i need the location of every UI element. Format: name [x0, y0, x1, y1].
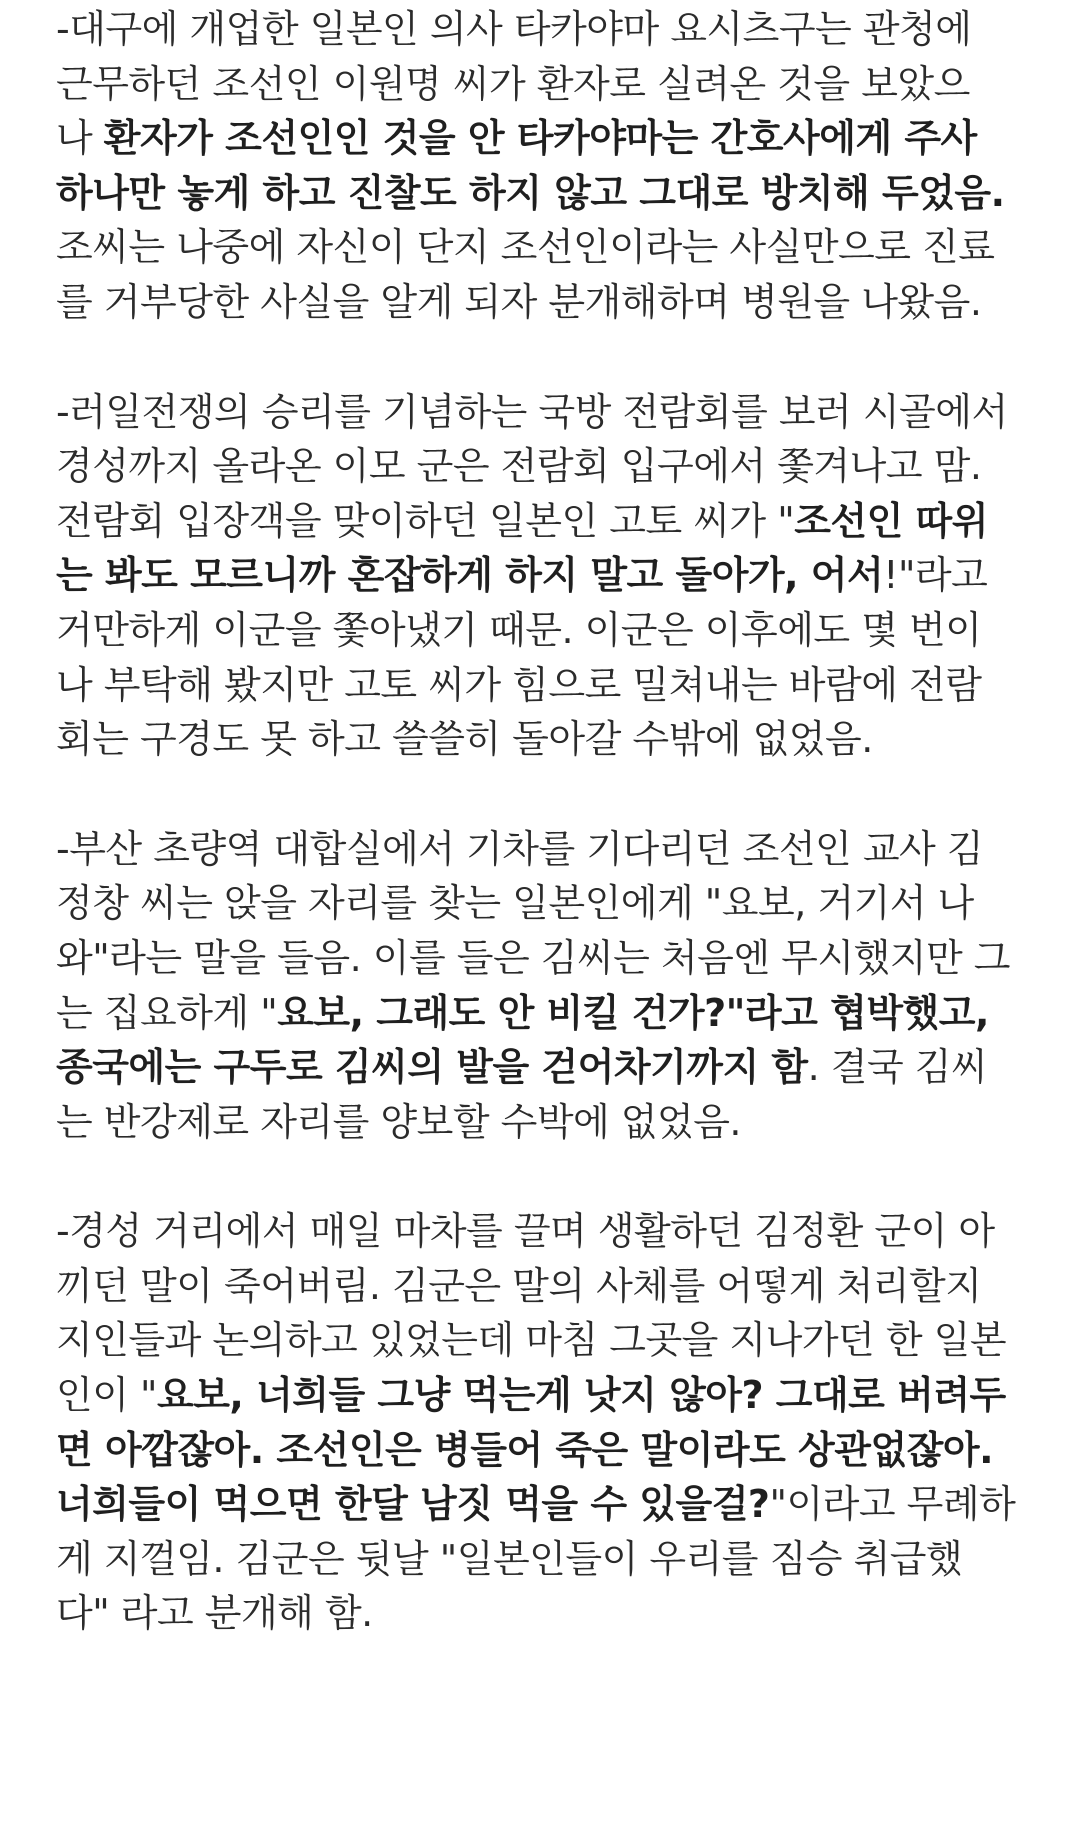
- text-run: -러일전쟁의 승리를 기념하는 국방 전람회를 보러 시골에서: [56, 389, 1008, 434]
- text-line: [56, 1532, 1056, 1587]
- text-line: [56, 876, 1056, 931]
- paragraph-3: [56, 822, 1056, 1150]
- text-run: 전람회 입장객을 맞이하던 일본인 고토 씨가 ": [56, 498, 795, 543]
- text-run: 인이 ": [56, 1373, 157, 1418]
- text-run: 는 반강제로 자리를 양보할 수박에 없었음.: [56, 1099, 742, 1144]
- text-line: [56, 822, 1056, 877]
- text-line: [56, 931, 1056, 986]
- text-run: 지인들과 논의하고 있었는데 마침 그곳을 지나가던 한 일본: [56, 1318, 1007, 1363]
- text-line: [56, 1040, 1056, 1095]
- text-run: -부산 초량역 대합실에서 기차를 기다리던 조선인 교사 김: [56, 826, 984, 871]
- paragraph-4: [56, 1204, 1056, 1641]
- text-run: 거만하게 이군을 쫓아냈기 때문. 이군은 이후에도 몇 번이: [56, 607, 982, 652]
- text-line: [56, 658, 1056, 713]
- text-line: [56, 603, 1056, 658]
- text-run: 와"라는 말을 들음. 이를 들은 김씨는 처음엔 무시했지만 그: [56, 935, 1010, 980]
- text-line: [56, 1423, 1056, 1478]
- paragraph-2: [56, 385, 1056, 767]
- text-line: [56, 385, 1056, 440]
- text-run: 경성까지 올라온 이모 군은 전람회 입구에서 쫓겨나고 맘.: [56, 444, 982, 489]
- text-run: 나 부탁해 봤지만 고토 씨가 힘으로 밀쳐내는 바람에 전람: [56, 662, 982, 707]
- text-line: [56, 1204, 1056, 1259]
- bold-text-run: 는 봐도 모르니까 혼잡하게 하지 말고 돌아가, 어서: [56, 553, 884, 598]
- text-run: 는 집요하게 ": [56, 990, 278, 1035]
- text-run: 나: [56, 116, 104, 161]
- bold-text-run: 조선인 따위: [794, 498, 988, 543]
- bold-text-run: 너희들이 먹으면 한달 남짓 먹을 수 있을걸?: [56, 1482, 770, 1527]
- text-line: [56, 57, 1056, 112]
- text-line: [56, 2, 1056, 57]
- text-run: -대구에 개업한 일본인 의사 타카야마 요시츠구는 관청에: [56, 7, 972, 51]
- text-line: [56, 439, 1056, 494]
- text-line: [56, 275, 1056, 330]
- text-line: [56, 220, 1056, 275]
- text-run: -경성 거리에서 매일 마차를 끌며 생활하던 김정환 군이 아: [56, 1209, 995, 1254]
- text-run: 다" 라고 분개해 함.: [56, 1591, 373, 1636]
- text-line: [56, 548, 1056, 603]
- text-line: [56, 166, 1056, 221]
- text-line: [56, 1313, 1056, 1368]
- text-run: 를 거부당한 사실을 알게 되자 분개해하며 병원을 나왔음.: [56, 279, 982, 324]
- bold-text-run: 요보, 너희들 그냥 먹는게 낫지 않아? 그대로 버려두: [156, 1373, 1006, 1418]
- text-line: [56, 1259, 1056, 1314]
- bold-text-run: 종국에는 구두로 김씨의 발을 걷어차기까지 함: [56, 1045, 808, 1090]
- text-run: 회는 구경도 못 하고 쓸쓸히 돌아갈 수밖에 없었음.: [56, 717, 873, 762]
- text-line: [56, 1477, 1056, 1532]
- text-line: [56, 494, 1056, 549]
- text-run: 끼던 말이 죽어버림. 김군은 말의 사체를 어떻게 처리할지: [56, 1263, 982, 1308]
- text-run: "이라고 무례하: [769, 1482, 1016, 1527]
- text-run: 근무하던 조선인 이원명 씨가 환자로 실려온 것을 보았으: [56, 61, 970, 106]
- text-run: 조씨는 나중에 자신이 단지 조선인이라는 사실만으로 진료: [56, 225, 995, 270]
- text-line: [56, 1368, 1056, 1423]
- text-run: 정창 씨는 앉을 자리를 찾는 일본인에게 "요보, 거기서 나: [56, 881, 974, 926]
- bold-text-run: 면 아깝잖아. 조선인은 병들어 죽은 말이라도 상관없잖아.: [56, 1427, 994, 1472]
- bold-text-run: 환자가 조선인인 것을 안 타카야마는 간호사에게 주사: [103, 116, 977, 161]
- text-line: [56, 111, 1056, 166]
- text-line: [56, 986, 1056, 1041]
- text-line: [56, 1586, 1056, 1641]
- text-line: [56, 712, 1056, 767]
- text-line: [56, 1095, 1056, 1150]
- bold-text-run: 요보, 그래도 안 비킬 건가?"라고 협박했고,: [277, 990, 989, 1035]
- text-run: . 결국 김씨: [807, 1045, 988, 1090]
- text-run: 게 지껄임. 김군은 뒷날 "일본인들이 우리를 짐승 취급했: [56, 1536, 963, 1581]
- article-body: [56, 2, 1056, 1641]
- paragraph-1: [56, 2, 1056, 330]
- text-run: !"라고: [883, 553, 988, 598]
- bold-text-run: 하나만 놓게 하고 진찰도 하지 않고 그대로 방치해 두었음.: [56, 170, 1005, 215]
